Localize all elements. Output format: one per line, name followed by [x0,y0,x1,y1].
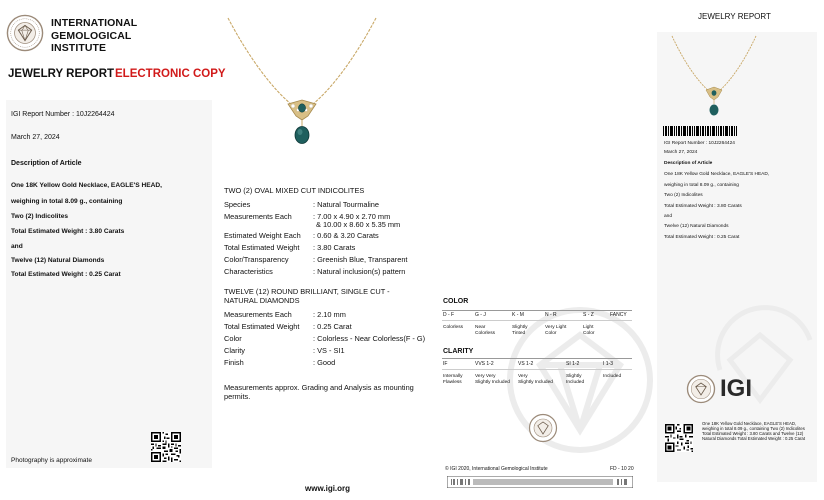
indicolite-heading: TWO (2) OVAL MIXED CUT INDICOLITES [224,186,365,195]
institute-line-1: INTERNATIONAL [51,17,138,29]
color-grade-gj: G - J [475,312,486,318]
article-line-2: weighing in total 8.09 g., containing [11,198,123,205]
right-report-title: JEWELRY REPORT [698,12,771,21]
igi-logo-text: IGI [720,375,753,402]
form-code: FD - 10 20 [610,466,634,472]
total-weight-label: Total Estimated Weight [224,243,300,252]
diamond-color-value: : Colorless - Near Colorless(F - G) [313,334,426,343]
color-desc-nr-line-1: Very Light [545,325,567,330]
characteristics-value: : Natural inclusion(s) pattern [313,267,406,276]
color-scale-rule [442,310,632,311]
color-desc-gj-line-2: Colorless [475,330,495,336]
article-line-6: Twelve (12) Natural Diamonds [11,257,105,264]
clarity-scale-title: CLARITY [443,348,474,355]
clarity-desc-si [566,374,584,385]
diamond-finish-label: Finish [224,358,244,367]
clarity-grade-vs: VS 1-2 [518,361,534,367]
color-desc-sz [583,325,594,336]
diamond-color-label: Color [224,334,242,343]
measurements-value: : 7.00 x 4.90 x 2.70 mm [313,212,391,221]
measurements-value-2: & 10.00 x 8.60 x 5.35 mm [316,220,401,229]
color-transparency-label: Color/Transparency [224,255,289,264]
diamond-finish-value: : Good [313,358,336,367]
clarity-desc-vvs [475,374,510,385]
est-weight-each-value: : 0.60 & 3.20 Carats [313,231,379,240]
clarity-grade-vvs: VVS 1-2 [475,361,494,367]
clarity-grade-rule [442,369,632,370]
right-report-number: IGI Report Number : 10J2264424 [664,141,735,146]
pendant [288,100,316,144]
color-grade-rule [442,320,632,321]
barcode-strip-icon [447,476,633,488]
article-line-4: Total Estimated Weight : 3.80 Carats [11,228,125,235]
diamond-clarity-label: Clarity [224,346,245,355]
clarity-desc-vvs-line-1: Very Very [475,374,496,379]
barcode-icon [663,126,737,136]
color-desc-sz-line-2: Color [583,330,595,336]
diamond-heading: TWELVE (12) ROUND BRILLIANT, SINGLE CUT - NATURAL DIAMONDS [224,287,390,305]
diamond-total-weight-label: Total Estimated Weight [224,322,300,331]
clarity-desc-si-line-1: Slightly [566,374,582,379]
diamond-measurements-value: : 2.10 mm [313,310,346,319]
clarity-desc-vs-line-1: Very [518,374,528,379]
igi-seal-logo-icon [6,14,44,52]
color-desc-nr [545,325,566,336]
color-desc-gj [475,325,495,336]
color-grade-df: D - F [443,312,455,318]
right-line-2: weighing in total 8.09 g., containing [664,183,739,188]
institute-name [51,17,137,55]
color-desc-km-line-1: Slightly [512,325,528,330]
characteristics-label: Characteristics [224,267,273,276]
color-grade-sz: S - Z [583,312,594,318]
color-desc-sz-line-1: Light [583,325,594,330]
right-line-4: Total Estimated Weight : 3.80 Carats [664,204,742,209]
article-line-5: and [11,243,23,250]
electronic-copy-label: ELECTRONIC COPY [115,68,226,80]
website-link[interactable]: www.igi.org [305,484,351,493]
clarity-grade-if: IF [443,361,448,367]
copyright-text: © IGI 2020, International Gemological Institute [445,466,548,472]
color-scale-title: COLOR [443,298,469,305]
clarity-desc-i-line-1: Included [603,374,622,379]
article-line-1: One 18K Yellow Gold Necklace, EAGLE'S HEAD, [11,182,162,189]
color-grade-fancy: FANCY [610,312,627,318]
clarity-grade-si: SI 1-2 [566,361,580,367]
measurements-label: Measurements Each [224,212,292,221]
color-desc-km-line-2: Tinted [512,330,526,336]
right-description-heading: Description of Article [664,161,713,166]
right-report-date: March 27, 2024 [664,150,698,155]
species-value: : Natural Tourmaline [313,200,379,209]
clarity-desc-i [603,374,621,380]
report-number: IGI Report Number : 10J2264424 [11,111,115,118]
report-date: March 27, 2024 [11,134,60,141]
clarity-desc-si-line-2: Included [566,379,585,385]
clarity-scale-rule [442,358,632,359]
color-grade-nr: N - R [545,312,557,318]
igi-logo-seal-icon [686,374,716,404]
color-desc-df-line-1: Colorless [443,325,463,330]
institute-line-2: GEMOLOGICAL [51,29,132,42]
clarity-desc-vvs-line-2: Slightly Included [475,379,510,385]
igi-logo [686,374,786,404]
clarity-desc-if-line-1: Internally [443,374,463,379]
right-fine-print: One 18K Yellow Gold Necklace, EAGLE'S HEAD, weighing in total 8.09 g., containing Two (2) Indicolites Total Estimated Weight : 3.80 Carats and Twelve (12) Natural Diamonds Total Estimated Weight : 0.25 Carat [702,421,806,441]
color-desc-df [443,325,463,331]
right-line-3: Two (2) Indicolites [664,193,703,198]
clarity-desc-if [443,374,462,385]
right-qr-code-icon[interactable] [665,424,693,452]
diamond-clarity-value: : VS - SI1 [313,346,345,355]
institute-line-3: INSTITUTE [51,42,107,54]
report-title: JEWELRY REPORT [8,68,115,80]
color-grade-km: K - M [512,312,524,318]
color-desc-gj-line-1: Near [475,325,486,330]
est-weight-each-label: Estimated Weight Each [224,231,301,240]
left-info-panel [6,100,212,468]
diamond-total-weight-value: : 0.25 Carat [313,322,352,331]
clarity-grade-i: I 1-3 [603,361,614,367]
clarity-desc-vs [518,374,553,385]
description-heading: Description of Article [11,160,82,167]
right-line-1: One 18K Yellow Gold Necklace, EAGLE'S HEAD, [664,172,770,177]
necklace-photo [218,16,386,148]
photo-disclaimer: Photography is approximate [11,457,92,464]
necklace-thumbnail [666,34,762,122]
right-line-6: Twelve (12) Natural Diamonds [664,224,729,229]
color-transparency-value: : Greenish Blue, Transparent [313,255,408,264]
right-line-7: Total Estimated Weight : 0.25 Carat [664,235,740,240]
qr-code-icon[interactable] [151,432,181,462]
color-desc-nr-line-2: Color [545,330,557,336]
clarity-desc-if-line-2: Flawless [443,379,462,385]
measurement-note: Measurements approx. Grading and Analysis as mounting permits. [224,383,414,401]
clarity-desc-vs-line-2: Slightly Included [518,379,553,385]
diamond-measurements-label: Measurements Each [224,310,292,319]
small-seal-icon [528,413,558,443]
species-label: Species [224,200,251,209]
right-line-5: and [664,214,673,219]
total-weight-value: : 3.80 Carats [313,243,356,252]
color-desc-km [512,325,527,336]
article-line-7: Total Estimated Weight : 0.25 Carat [11,271,121,278]
article-line-3: Two (2) Indicolites [11,213,69,220]
